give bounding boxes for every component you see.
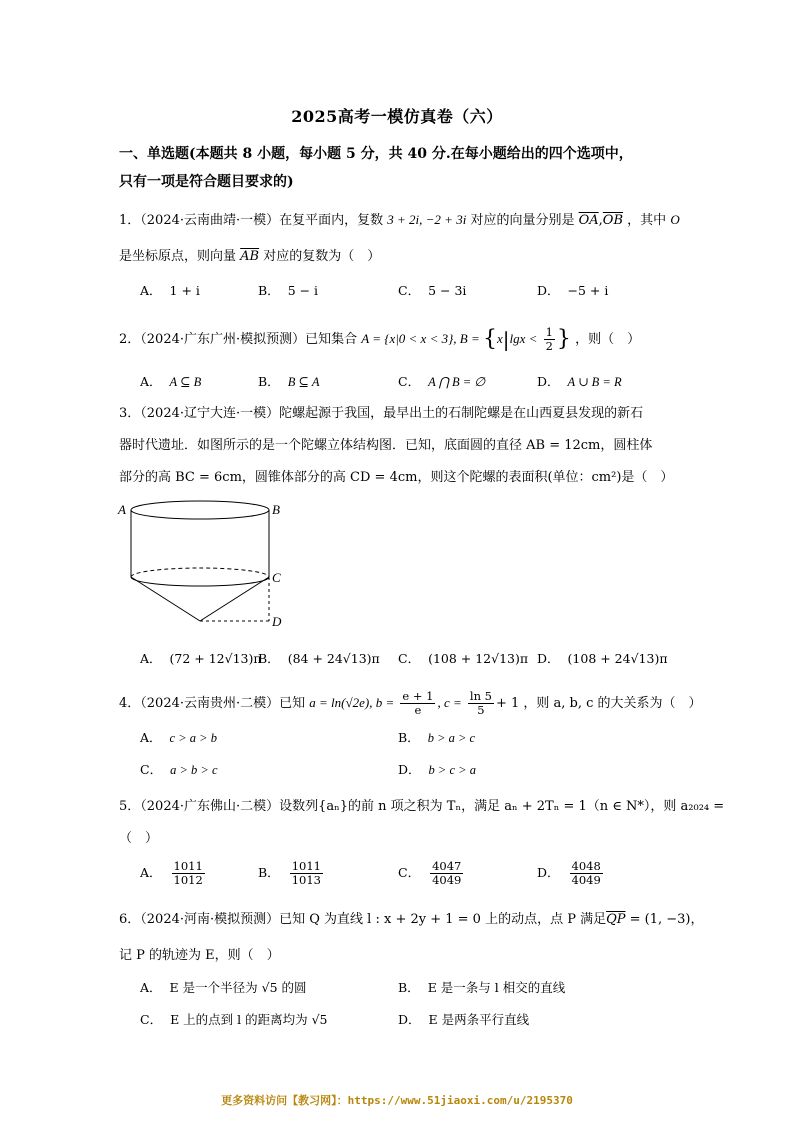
q6-line2: 记 P 的轨迹为 E，则（ ） bbox=[119, 948, 280, 963]
q1-vector-oa: $\overline{OA}$ bbox=[578, 213, 599, 228]
q2-set-a: A = {x|0 < x < 3}, B = bbox=[361, 331, 484, 346]
q4-expr-a: a = ln(√2e), b = bbox=[309, 695, 395, 710]
q4-fraction-c: $\frac{\ln 5}{5}$ bbox=[469, 689, 492, 717]
q5-option-a[interactable]: A． $\frac{1011}{1012}$ bbox=[140, 859, 203, 887]
q6-line1 bbox=[119, 910, 704, 930]
section-heading bbox=[119, 140, 679, 196]
q2-option-d[interactable]: D． A ∪ B = R bbox=[537, 374, 622, 389]
q1-text-a: 1．（2024·云南曲靖·一模）在复平面内，复数 bbox=[119, 213, 384, 228]
q1-complex-numbers: 3 + 2i, −2 + 3i bbox=[387, 212, 467, 227]
q1-origin: O bbox=[670, 212, 680, 227]
q4-option-d[interactable]: D． b > c > a bbox=[398, 762, 476, 777]
figure-label-c: C bbox=[272, 570, 281, 585]
q6-option-c[interactable]: C． E 上的点到 l 的距离均为 √5 bbox=[140, 1012, 328, 1027]
q3-option-c[interactable]: C． (108 + 12√13)π bbox=[398, 651, 529, 666]
q5-option-b[interactable]: B． $\frac{1011}{1013}$ bbox=[258, 859, 321, 887]
figure-label-d: D bbox=[272, 614, 282, 629]
figure-cone-left bbox=[131, 577, 200, 621]
section-heading-line2: 只有一项是符合题目要求的) bbox=[119, 174, 294, 190]
q3-line1: 3．（2024·辽宁大连·一模）陀螺起源于我国，最早出土的石制陀螺是在山西夏县发现的新石 bbox=[119, 406, 644, 421]
section-heading-line1: 一、单选题(本题共 8 小题，每小题 5 分，共 40 分.在每小题给出的四个选项中， bbox=[119, 146, 633, 162]
figure-label-b: B bbox=[272, 502, 280, 517]
q1-option-a[interactable]: A． 1 + i bbox=[140, 283, 200, 298]
q3-option-a[interactable]: A． (72 + 12√13)π bbox=[140, 651, 262, 666]
spinning-top-figure bbox=[112, 498, 292, 630]
q3-line2: 器时代遗址．如图所示的是一个陀螺立体结构图．已知，底面圆的直径 AB = 12cm，圆柱体 bbox=[119, 438, 653, 453]
q3-line3: 部分的高 BC = 6cm，圆锥体部分的高 CD = 4cm，则这个陀螺的表面积(单位：cm²)是（ ） bbox=[119, 470, 674, 485]
q2-bar: | bbox=[502, 327, 510, 352]
q2-line bbox=[119, 326, 640, 353]
footer-link[interactable]: 更多资料访问【教习网】：https://www.51jiaoxi.com/u/2195370 bbox=[221, 1094, 573, 1107]
q1-text-c: ，其中 bbox=[627, 213, 667, 228]
q5-line1: 5．（2024·广东佛山·二模）设数列{aₙ}的前 n 项之积为 Tₙ，满足 aₙ + 2Tₙ = 1（n ∈ N*），则 a₂₀₂₄ = bbox=[119, 799, 725, 814]
q4-fraction-b: $\frac{e + 1}{e}$ bbox=[402, 689, 434, 717]
q4-line bbox=[119, 690, 702, 717]
q2-set-b-cond: lgx < bbox=[509, 331, 538, 346]
q4-option-b[interactable]: B． b > a > c bbox=[398, 730, 476, 745]
q1-option-c[interactable]: C． 5 − 3i bbox=[398, 283, 467, 298]
q4-option-c[interactable]: C． a > b > c bbox=[140, 762, 218, 777]
q3-option-b[interactable]: B． (84 + 24√13)π bbox=[258, 651, 380, 666]
q6-vector-qp: $\overline{QP}$ bbox=[606, 912, 626, 927]
q4-expr-tail: + 1 bbox=[495, 696, 520, 711]
q1-text-e: 对应的复数为（ ） bbox=[263, 249, 381, 264]
page-title: 2025高考一模仿真卷（六） bbox=[291, 107, 503, 126]
q5-line2: （ ） bbox=[119, 831, 159, 846]
q1-vector-ab: $\overline{AB}$ bbox=[240, 249, 260, 264]
q1-text-d: 是坐标原点，则向量 bbox=[119, 249, 237, 264]
q6-option-b[interactable]: B． E 是一条与 l 相交的直线 bbox=[398, 980, 566, 995]
q4-text-b: ，则 a, b, c 的大关系为（ ） bbox=[523, 696, 702, 711]
q1-line1: 1．（2024·云南曲靖·一模）在复平面内，复数 3 + 2i, −2 + 3i 对应的向量分别是 $\overline{OA},\overline{OB}$ ，其中 O bbox=[119, 212, 680, 228]
q5-option-d[interactable]: D． $\frac{4048}{4049}$ bbox=[537, 859, 601, 887]
q4-expr-c: , c = bbox=[437, 695, 462, 710]
q2-text-b: ，则（ ） bbox=[575, 332, 641, 347]
q2-brace-left: { bbox=[483, 326, 498, 352]
q1-text-b: 对应的向量分别是 bbox=[470, 213, 575, 228]
figure-top-ellipse bbox=[131, 501, 269, 519]
q3-option-d[interactable]: D． (108 + 24√13)π bbox=[537, 651, 668, 666]
figure-label-a: A bbox=[118, 502, 126, 517]
q1-vector-ob: $\overline{OB}$ bbox=[602, 213, 624, 228]
q1-option-d[interactable]: D． −5 + i bbox=[537, 283, 609, 298]
q6-text-b: = (1, −3)， bbox=[625, 912, 704, 927]
q1-line2 bbox=[119, 247, 380, 267]
figure-cone-right bbox=[200, 577, 269, 621]
q2-option-b[interactable]: B． B ⊆ A bbox=[258, 374, 320, 389]
q6-option-a[interactable]: A． E 是一个半径为 √5 的圆 bbox=[140, 980, 307, 995]
q6-text-a: 6．（2024·河南·模拟预测）已知 Q 为直线 l : x + 2y + 1 = 0 上的动点，点 P 满足 bbox=[119, 912, 607, 927]
q2-brace-right: } bbox=[556, 326, 571, 352]
q4-text-a: 4．（2024·云南贵州·二模）已知 bbox=[119, 696, 306, 711]
q1-option-b[interactable]: B． 5 − i bbox=[258, 283, 319, 298]
figure-bottom-back bbox=[131, 568, 269, 577]
q2-option-a[interactable]: A． A ⊆ B bbox=[140, 374, 202, 389]
q6-option-d[interactable]: D． E 是两条平行直线 bbox=[398, 1012, 530, 1027]
q5-option-c[interactable]: C． $\frac{4047}{4049}$ bbox=[398, 859, 462, 887]
q2-option-c[interactable]: C． A ⋂ B = ∅ bbox=[398, 374, 486, 389]
figure-bottom-front bbox=[131, 577, 269, 586]
q2-fraction: $\frac{1}{2}$ bbox=[545, 325, 553, 353]
q2-set-b-var: x bbox=[497, 331, 503, 346]
q2-text-a: 2．（2024·广东广州·模拟预测）已知集合 bbox=[119, 332, 358, 347]
q4-option-a[interactable]: A． c > a > b bbox=[140, 730, 217, 745]
